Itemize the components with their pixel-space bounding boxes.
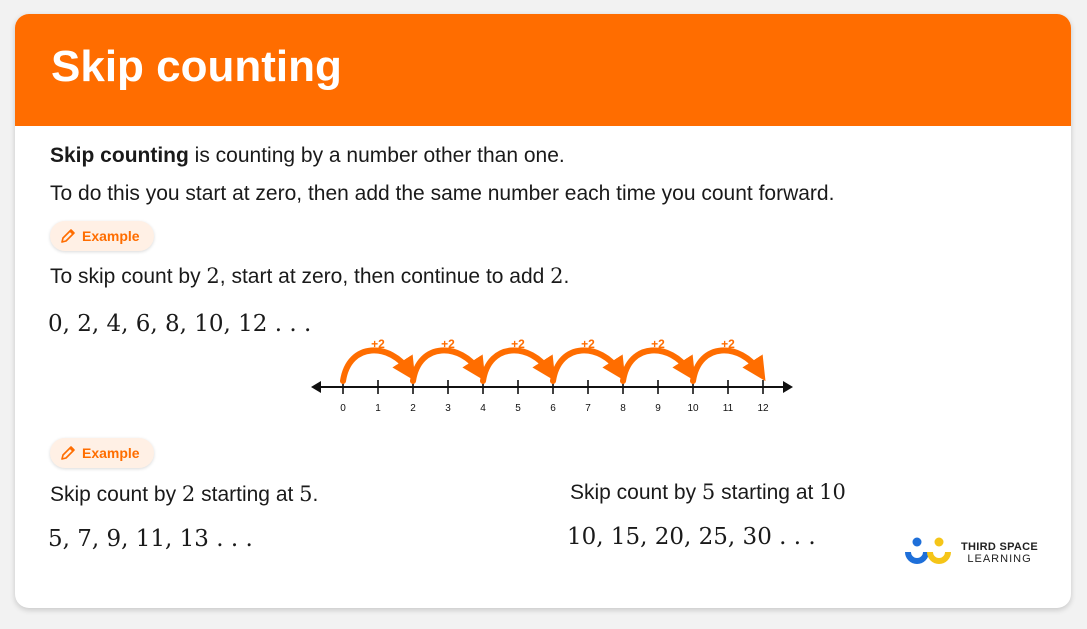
example2-left-text — [50, 481, 318, 508]
jump-arrow — [343, 350, 409, 381]
example1-pre: To skip count by — [50, 265, 207, 288]
lesson-card — [15, 14, 1071, 608]
left-arrow-icon — [311, 381, 321, 393]
tick-label: 2 — [410, 403, 416, 414]
example2-right-mid: starting at — [715, 481, 820, 504]
definition-rest: is counting by a number other than one. — [188, 144, 565, 167]
example1-step-repeat: 2 — [550, 264, 564, 288]
tick-label: 3 — [445, 403, 451, 414]
jump-label: +2 — [651, 337, 665, 351]
pencil-icon — [60, 228, 76, 244]
number-line — [311, 314, 801, 424]
example2-left-pre: Skip count by — [50, 483, 182, 506]
jump-label: +2 — [441, 337, 455, 351]
header-banner — [15, 14, 1071, 126]
example2-left-post: . — [312, 483, 319, 506]
page-title: Skip counting — [51, 42, 342, 91]
example1-text — [50, 263, 569, 290]
tick-label: 4 — [480, 403, 486, 414]
pencil-icon — [60, 445, 76, 461]
logo-line2: LEARNING — [967, 553, 1032, 565]
tick-label: 5 — [515, 403, 521, 414]
jump-arrow — [553, 350, 619, 381]
example2-right-sequence: 10, 15, 20, 25, 30 . . . — [567, 524, 816, 550]
example1-sequence: 0, 2, 4, 6, 8, 10, 12 . . . — [48, 311, 312, 337]
jump-arrow — [483, 350, 549, 381]
example2-left-sequence: 5, 7, 9, 11, 13 . . . — [48, 526, 253, 552]
example2-right-pre: Skip count by — [570, 481, 702, 504]
example2-right-start: 10 — [819, 480, 846, 504]
tick-label: 0 — [340, 403, 346, 414]
example2-left-start: 5 — [299, 482, 313, 506]
jump-label: +2 — [371, 337, 385, 351]
logo-icon — [903, 536, 953, 570]
jump-arrow — [413, 350, 479, 381]
third-space-learning-logo — [903, 536, 1038, 570]
jump-arrow — [623, 350, 689, 381]
tick-label: 8 — [620, 403, 626, 414]
definition-text — [50, 143, 565, 169]
jump-label: +2 — [511, 337, 525, 351]
example2-right-text — [570, 479, 846, 506]
example-badge-label: Example — [82, 228, 140, 244]
example-badge-label: Example — [82, 445, 140, 461]
example-badge-2 — [50, 438, 154, 468]
tick-label: 7 — [585, 403, 591, 414]
definition-term: Skip counting — [50, 144, 189, 167]
example1-post: . — [563, 265, 570, 288]
example2-left-mid: starting at — [195, 483, 300, 506]
jump-label: +2 — [721, 337, 735, 351]
right-arrow-icon — [783, 381, 793, 393]
jump-label: +2 — [581, 337, 595, 351]
jump-arrow — [693, 350, 759, 381]
example1-mid: , start at zero, then continue to add — [219, 265, 551, 288]
tick-label: 9 — [655, 403, 661, 414]
tick-label: 1 — [375, 403, 381, 414]
instruction-text: To do this you start at zero, then add the same number each time you count forward. — [50, 182, 835, 205]
tick-label: 6 — [550, 403, 556, 414]
example2-left-step: 2 — [181, 482, 196, 506]
logo-line1: THIRD SPACE — [961, 541, 1039, 553]
example2-right-step: 5 — [701, 480, 716, 504]
tick-label: 10 — [687, 403, 699, 414]
example-badge — [50, 221, 154, 251]
tick-label: 11 — [722, 403, 734, 414]
tick-label: 12 — [757, 403, 769, 414]
example1-step: 2 — [206, 264, 220, 288]
